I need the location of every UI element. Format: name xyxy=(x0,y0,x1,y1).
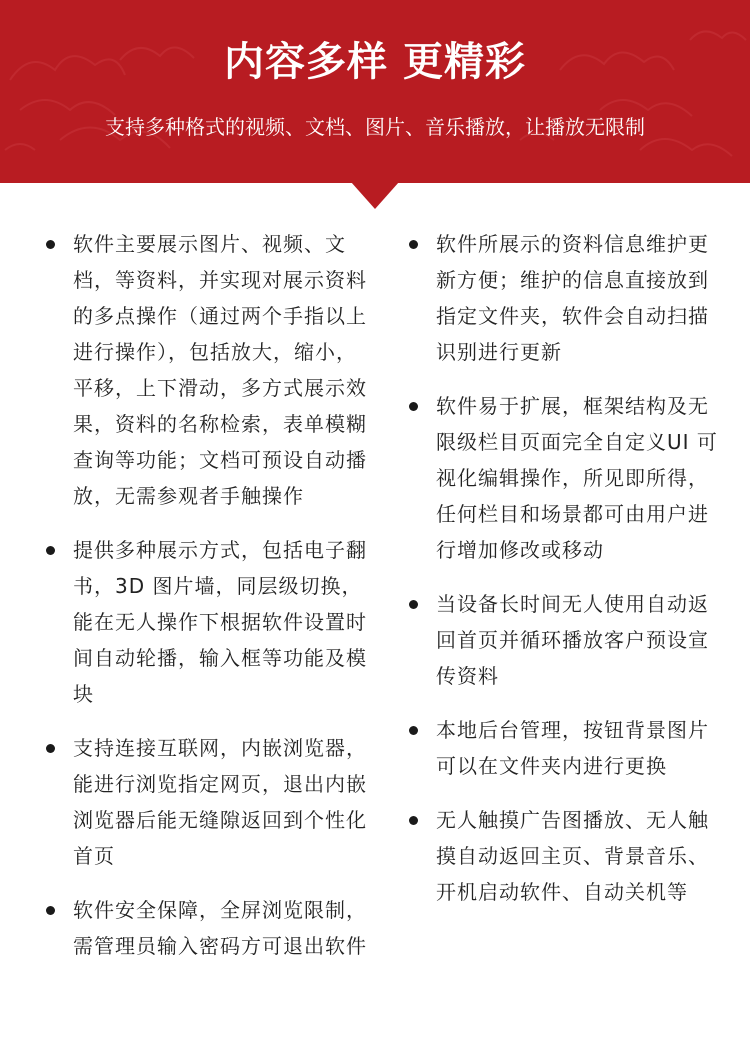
left-feature-list xyxy=(40,226,376,982)
list-item xyxy=(403,802,723,910)
list-item xyxy=(403,586,723,694)
list-item xyxy=(403,712,723,784)
bullet-dot-icon xyxy=(409,726,418,735)
header-banner xyxy=(0,0,750,183)
feature-text: 提供多种展示方式，包括电子翻书，3D 图片墙，同层级切换，能在无人操作下根据软件设置时间自动轮播，输入框等功能及模块 xyxy=(73,538,367,706)
cloud-pattern-decoration xyxy=(0,0,750,183)
list-item xyxy=(40,892,376,964)
banner-pointer-arrow xyxy=(351,182,399,209)
bullet-dot-icon xyxy=(46,906,55,915)
list-item xyxy=(40,730,376,874)
bullet-dot-icon xyxy=(409,816,418,825)
bullet-dot-icon xyxy=(46,546,55,555)
bullet-dot-icon xyxy=(409,402,418,411)
list-item xyxy=(40,532,376,712)
bullet-dot-icon xyxy=(46,744,55,753)
feature-text: 软件安全保障，全屏浏览限制，需管理员输入密码方可退出软件 xyxy=(73,898,367,958)
bullet-dot-icon xyxy=(409,600,418,609)
bullet-dot-icon xyxy=(409,240,418,249)
feature-text: 本地后台管理，按钮背景图片可以在文件夹内进行更换 xyxy=(436,718,709,778)
feature-text: 软件易于扩展，框架结构及无限级栏目页面完全自定义UI 可视化编辑操作，所见即所得，任何栏目和场景都可由用户进行增加修改或移动 xyxy=(436,394,718,562)
page-subtitle: 支持多种格式的视频、文档、图片、音乐播放，让播放无限制 xyxy=(105,115,645,139)
feature-text: 软件主要展示图片、视频、文档，等资料，并实现对展示资料的多点操作（通过两个手指以上进行操作），包括放大，缩小，平移，上下滑动，多方式展示效果，资料的名称检索，表单模糊查询等功能；文档可预设自动播放，无需参观者手触操作 xyxy=(73,232,367,508)
feature-text: 软件所展示的资料信息维护更新方便；维护的信息直接放到指定文件夹，软件会自动扫描识别进行更新 xyxy=(436,232,709,364)
bullet-dot-icon xyxy=(46,240,55,249)
right-feature-list xyxy=(403,226,723,928)
page-title: 内容多样 更精彩 xyxy=(224,39,526,85)
list-item xyxy=(40,226,376,514)
feature-text: 无人触摸广告图播放、无人触摸自动返回主页、背景音乐、开机启动软件、自动关机等 xyxy=(436,808,709,904)
list-item xyxy=(403,388,723,568)
feature-text: 当设备长时间无人使用自动返回首页并循环播放客户预设宣传资料 xyxy=(436,592,709,688)
feature-text: 支持连接互联网，内嵌浏览器，能进行浏览指定网页，退出内嵌浏览器后能无缝隙返回到个性化首页 xyxy=(73,736,367,868)
list-item xyxy=(403,226,723,370)
